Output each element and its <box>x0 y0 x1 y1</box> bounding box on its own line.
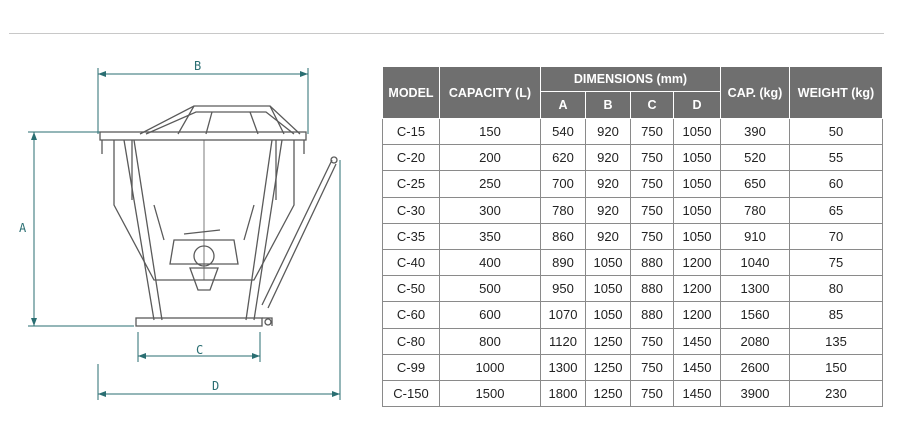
header-dim-a: A <box>541 92 586 119</box>
cell-model: C-35 <box>383 223 440 249</box>
cell-weight: 150 <box>790 354 883 380</box>
cell-cap-kg: 1300 <box>721 276 790 302</box>
cell-c: 750 <box>631 380 674 406</box>
cell-model: C-30 <box>383 197 440 223</box>
cell-c: 750 <box>631 354 674 380</box>
cell-c: 880 <box>631 249 674 275</box>
cell-weight: 70 <box>790 223 883 249</box>
cell-d: 1050 <box>674 145 721 171</box>
cell-model: C-50 <box>383 276 440 302</box>
table-row <box>383 223 883 249</box>
cell-c: 750 <box>631 145 674 171</box>
cell-model: C-15 <box>383 119 440 145</box>
cell-cap-kg: 910 <box>721 223 790 249</box>
cell-b: 1050 <box>586 302 631 328</box>
cell-b: 1050 <box>586 276 631 302</box>
cell-a: 950 <box>541 276 586 302</box>
cell-model: C-150 <box>383 380 440 406</box>
dimension-label-c: C <box>196 343 204 357</box>
dimension-label-a: A <box>19 221 27 235</box>
cell-a: 1800 <box>541 380 586 406</box>
cell-capacity: 1000 <box>440 354 541 380</box>
cell-a: 540 <box>541 119 586 145</box>
cell-model: C-99 <box>383 354 440 380</box>
cell-b: 920 <box>586 223 631 249</box>
header-dim-d: D <box>674 92 721 119</box>
cell-d: 1050 <box>674 171 721 197</box>
specifications-table <box>382 66 883 407</box>
table-row <box>383 380 883 406</box>
cell-a: 620 <box>541 145 586 171</box>
cell-b: 920 <box>586 145 631 171</box>
cell-cap-kg: 520 <box>721 145 790 171</box>
cell-cap-kg: 3900 <box>721 380 790 406</box>
cell-capacity: 350 <box>440 223 541 249</box>
cell-model: C-80 <box>383 328 440 354</box>
cell-a: 890 <box>541 249 586 275</box>
cell-weight: 60 <box>790 171 883 197</box>
cell-c: 880 <box>631 302 674 328</box>
cell-a: 700 <box>541 171 586 197</box>
header-cap-kg: CAP. (kg) <box>721 67 790 119</box>
table-row <box>383 171 883 197</box>
cell-d: 1200 <box>674 302 721 328</box>
cell-d: 1200 <box>674 249 721 275</box>
cell-model: C-40 <box>383 249 440 275</box>
cell-c: 880 <box>631 276 674 302</box>
header-dim-b: B <box>586 92 631 119</box>
cell-b: 1250 <box>586 380 631 406</box>
table-row <box>383 302 883 328</box>
dimension-label-d: D <box>212 379 220 393</box>
dimension-label-b: B <box>194 59 202 73</box>
cell-d: 1050 <box>674 119 721 145</box>
header-model: MODEL <box>383 67 440 119</box>
header-weight: WEIGHT (kg) <box>790 67 883 119</box>
cell-capacity: 600 <box>440 302 541 328</box>
cell-c: 750 <box>631 119 674 145</box>
cell-d: 1450 <box>674 328 721 354</box>
table-row <box>383 328 883 354</box>
cell-d: 1450 <box>674 354 721 380</box>
cell-cap-kg: 1560 <box>721 302 790 328</box>
cell-weight: 75 <box>790 249 883 275</box>
cell-weight: 230 <box>790 380 883 406</box>
table-row <box>383 276 883 302</box>
cell-cap-kg: 780 <box>721 197 790 223</box>
table-row <box>383 249 883 275</box>
concrete-bucket-drawing <box>14 50 364 410</box>
cell-b: 920 <box>586 171 631 197</box>
table-row <box>383 197 883 223</box>
cell-weight: 80 <box>790 276 883 302</box>
cell-capacity: 1500 <box>440 380 541 406</box>
cell-cap-kg: 2080 <box>721 328 790 354</box>
cell-b: 1050 <box>586 249 631 275</box>
cell-d: 1050 <box>674 197 721 223</box>
cell-d: 1050 <box>674 223 721 249</box>
table-row <box>383 354 883 380</box>
cell-b: 1250 <box>586 354 631 380</box>
table-row <box>383 145 883 171</box>
cell-b: 920 <box>586 197 631 223</box>
cell-weight: 50 <box>790 119 883 145</box>
cell-capacity: 800 <box>440 328 541 354</box>
header-capacity: CAPACITY (L) <box>440 67 541 119</box>
cell-a: 1070 <box>541 302 586 328</box>
cell-model: C-25 <box>383 171 440 197</box>
cell-cap-kg: 1040 <box>721 249 790 275</box>
header-dim-c: C <box>631 92 674 119</box>
cell-a: 1120 <box>541 328 586 354</box>
cell-c: 750 <box>631 223 674 249</box>
cell-capacity: 500 <box>440 276 541 302</box>
cell-c: 750 <box>631 328 674 354</box>
cell-c: 750 <box>631 197 674 223</box>
cell-weight: 85 <box>790 302 883 328</box>
cell-cap-kg: 650 <box>721 171 790 197</box>
cell-capacity: 200 <box>440 145 541 171</box>
cell-b: 1250 <box>586 328 631 354</box>
cell-weight: 65 <box>790 197 883 223</box>
cell-a: 1300 <box>541 354 586 380</box>
cell-capacity: 400 <box>440 249 541 275</box>
cell-weight: 135 <box>790 328 883 354</box>
header-dimensions: DIMENSIONS (mm) <box>541 67 721 92</box>
cell-capacity: 300 <box>440 197 541 223</box>
cell-capacity: 150 <box>440 119 541 145</box>
cell-cap-kg: 390 <box>721 119 790 145</box>
cell-b: 920 <box>586 119 631 145</box>
cell-d: 1200 <box>674 276 721 302</box>
cell-model: C-20 <box>383 145 440 171</box>
cell-capacity: 250 <box>440 171 541 197</box>
cell-weight: 55 <box>790 145 883 171</box>
table-row <box>383 119 883 145</box>
cell-d: 1450 <box>674 380 721 406</box>
cell-a: 780 <box>541 197 586 223</box>
cell-model: C-60 <box>383 302 440 328</box>
cell-a: 860 <box>541 223 586 249</box>
cell-c: 750 <box>631 171 674 197</box>
cell-cap-kg: 2600 <box>721 354 790 380</box>
top-divider <box>9 33 884 34</box>
